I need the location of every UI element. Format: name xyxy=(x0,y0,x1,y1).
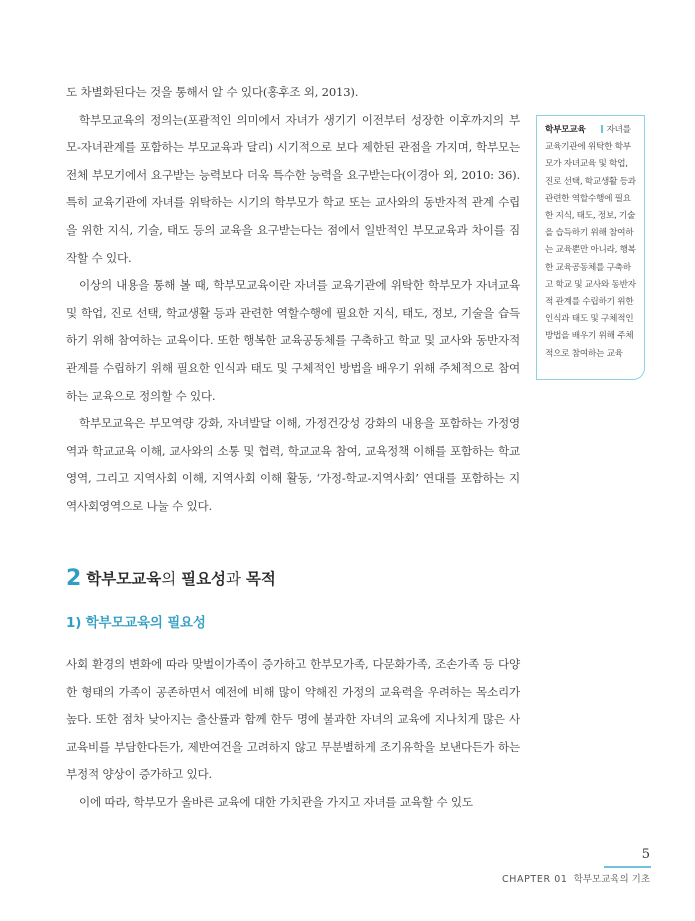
section-heading xyxy=(66,566,276,591)
footer-divider xyxy=(604,866,651,868)
intro-text xyxy=(66,79,520,521)
footer-chapter-title: 학부모교육의 기초 xyxy=(573,874,650,885)
glossary-marker-icon xyxy=(601,125,603,133)
section-number: 2 xyxy=(66,566,82,591)
glossary-sidebar xyxy=(536,115,645,380)
page-number: 5 xyxy=(641,847,650,862)
intro-paragraph-2: 학부모교육의 정의는(포괄적인 의미에서 자녀가 생기기 이전부터 성장한 이후까지의 부모-자녀관계를 포함하는 부모교육과 달리) 시기적으로 보다 제한된 관점을 가지며, 학부모는 전체 부모기에서 요구받는 능력보다 더욱 특수한 능력을 요구받는다(이경아 외, 2010: 36). 특히 교육기관에 자녀를 위탁하는 시기의 학부모가 학교 또는 교사와의 동반자적 관계 수립을 위한 지식, 기술, 태도 등의 교육을 요구받는다는 점에서 일반적인 부모교육과 차이를 짐작할 수 있다. xyxy=(66,112,520,265)
section-title-part-3: 필요성 xyxy=(181,570,227,588)
glossary-definition: 자녀를 교육기관에 위탁한 학부모가 자녀교육 및 학업, 진로 선택, 학교생활 등과 관련한 역할수행에 필요한 지식, 태도, 정보, 기술을 습득하기 위해 참여하는 교육뿐만 아니라, 행복한 교육공동체를 구축하고 학교 및 교사와 동반자적 관계를 수립하기 위한 인식과 태도 및 구체적인 방법을 배우기 위해 주체적으로 참여하는 교육 xyxy=(545,125,636,359)
body-paragraph-1: 사회 환경의 변화에 따라 맞벌이가족이 증가하고 한부모가족, 다문화가족, 조손가족 등 다양한 형태의 가족이 공존하면서 예전에 비해 많이 약해진 가정의 교육력을 우려하는 목소리가 높다. 또한 점차 낮아지는 출산률과 함께 한두 명에 불과한 자녀의 교육에 지나치게 많은 사교육비를 부담한다든가, 제반여건을 고려하지 않고 무분별하게 조기유학을 보낸다든가 하는 부정적 양상이 증가하고 있다. xyxy=(66,657,520,782)
running-footer xyxy=(502,871,650,885)
section-title-part-4: 과 xyxy=(226,570,246,588)
section-body-text xyxy=(66,651,520,817)
body-paragraph-2: 이에 따라, 학부모가 올바른 교육에 대한 가치관을 가지고 자녀를 교육할 수 있도 xyxy=(79,794,473,809)
intro-paragraph-3: 이상의 내용을 통해 볼 때, 학부모교육이란 자녀를 교육기관에 위탁한 학부모가 자녀교육 및 학업, 진로 선택, 학교생활 등과 관련한 역할수행에 필요한 지식, 태도, 정보, 기술을 습득하기 위해 참여하는 교육이다. 또한 행복한 교육공동체를 구축하고 학교 및 교사와 동반자적 관계를 수립하기 위해 필요한 인식과 태도 및 구체적인 방법을 배우기 위해 주체적으로 참여하는 교육으로 정의할 수 있다. xyxy=(66,278,520,403)
subsection-heading: 1) 학부모교육의 필요성 xyxy=(66,615,206,631)
footer-chapter: CHAPTER 01 xyxy=(502,874,568,885)
section-title-part-2: 의 xyxy=(161,570,182,588)
section-title-part-1: 학부모교육 xyxy=(86,570,162,588)
intro-paragraph-1: 도 차별화된다는 것을 통해서 알 수 있다(홍후조 외, 2013). xyxy=(66,85,359,99)
intro-paragraph-4: 학부모교육은 부모역량 강화, 자녀발달 이해, 가정건강성 강화의 내용을 포함하는 가정영역과 학교교육 이해, 교사와의 소통 및 협력, 학교교육 참여, 교육정책 이해를 포함하는 학교영역, 그리고 지역사회 이해, 지역사회 이해 활동, ‘가정-학교-지역사회’ 연대를 포함하는 지역사회영역으로 나눌 수 있다. xyxy=(66,416,520,513)
glossary-term: 학부모교육 xyxy=(545,125,586,135)
section-title-part-5: 목적 xyxy=(245,570,276,588)
